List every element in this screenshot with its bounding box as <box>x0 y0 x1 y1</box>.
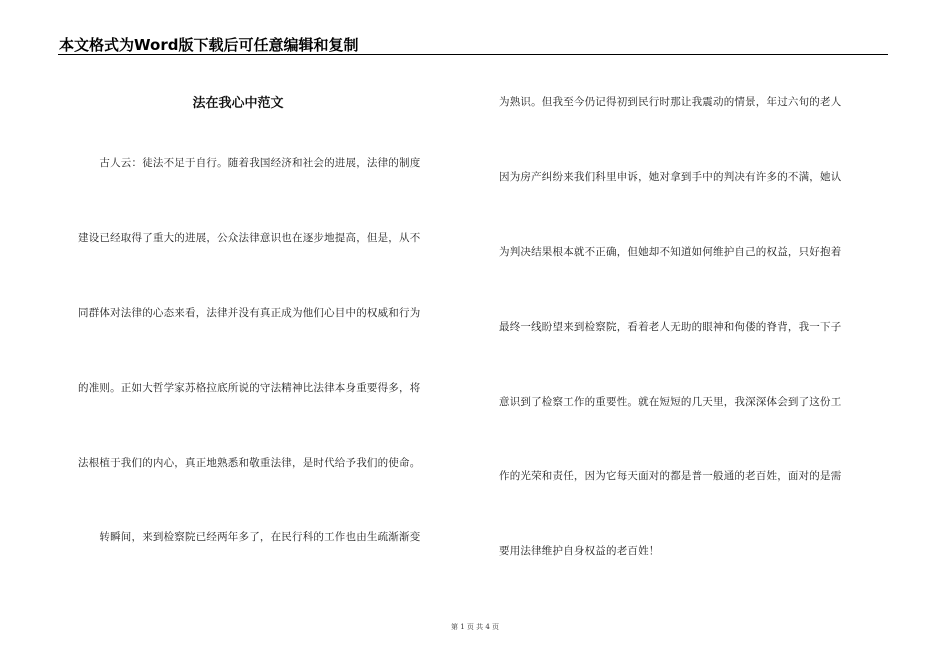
paragraph-line: 为判决结果根本就不正确，但她却不知道如何维护自己的权益，只好抱着 <box>499 246 842 258</box>
paragraph-line: 古人云：徒法不足于自行。随着我国经济和社会的进展，法律的制度 <box>78 157 421 169</box>
paragraph-line: 建设已经取得了重大的进展，公众法律意识也在逐步地提高，但是，从不 <box>78 232 421 244</box>
paragraph-line: 法根植于我们的内心，真正地熟悉和敬重法律，是时代给予我们的使命。 <box>78 457 421 469</box>
paragraph-line: 要用法律维护自身权益的老百姓！ <box>499 545 660 557</box>
document-title: 法在我心中范文 <box>192 96 284 111</box>
paragraph-line: 同群体对法律的心态来看，法律并没有真正成为他们心目中的权威和行为 <box>78 307 421 319</box>
paragraph-line: 作的光荣和责任，因为它每天面对的都是普一般通的老百姓，面对的是需 <box>499 470 842 482</box>
page-header: 本文格式为Word版下载后可任意编辑和复制 <box>59 36 359 54</box>
paragraph-line: 为熟识。但我至今仍记得初到民行时那让我震动的情景，年过六旬的老人 <box>499 96 842 108</box>
paragraph-line: 因为房产纠纷来我们科里申诉，她对拿到手中的判决有许多的不满，她认 <box>499 171 842 183</box>
page-number: 第 1 页 共 4 页 <box>450 623 500 631</box>
paragraph-line: 最终一线盼望来到检察院，看着老人无助的眼神和佝偻的脊背，我一下子 <box>499 321 842 333</box>
paragraph-line: 意识到了检察工作的重要性。就在短短的几天里，我深深体会到了这份工 <box>499 396 842 408</box>
header-divider <box>58 54 888 55</box>
paragraph-line: 转瞬间，来到检察院已经两年多了，在民行科的工作也由生疏渐渐变 <box>78 531 421 543</box>
paragraph-line: 的准则。正如大哲学家苏格拉底所说的守法精神比法律本身重要得多，将 <box>78 382 421 394</box>
